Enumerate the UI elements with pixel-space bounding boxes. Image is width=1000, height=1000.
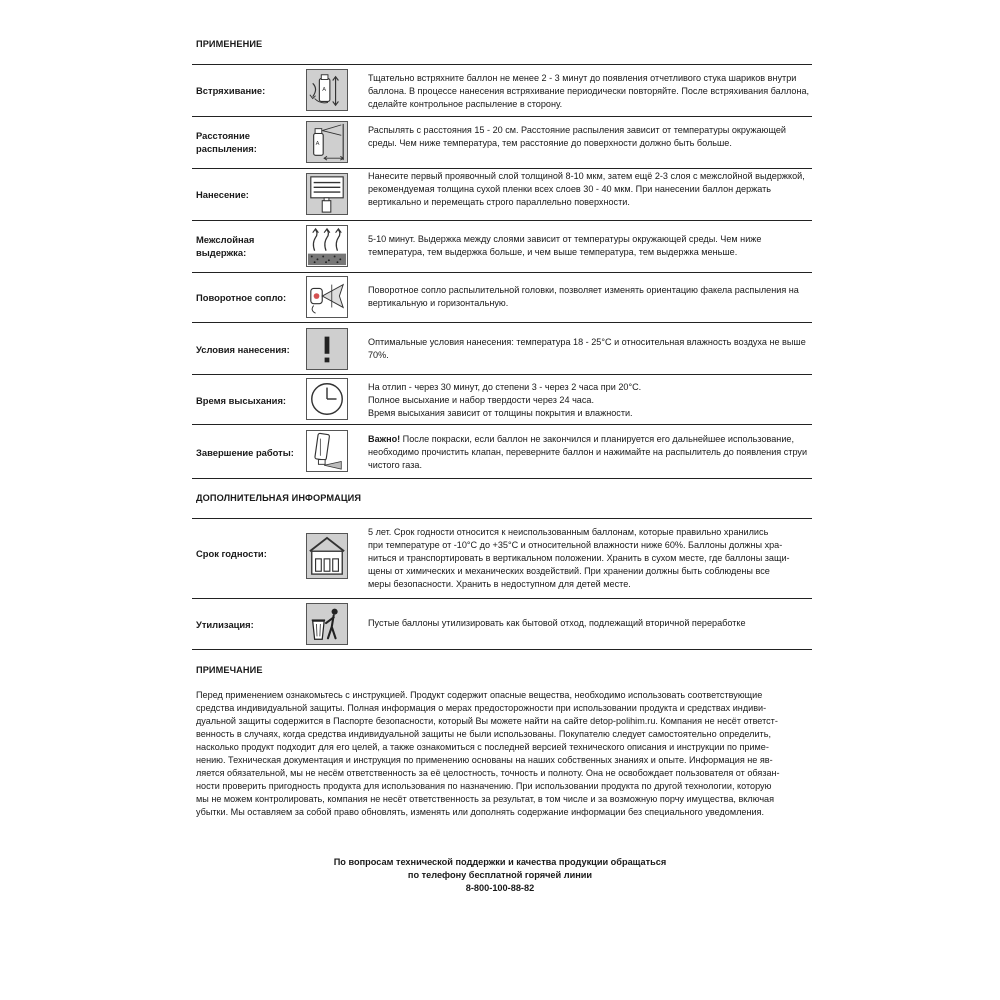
divider: [192, 478, 812, 479]
support-line: по телефону бесплатной горячей линии: [407, 870, 593, 880]
text-line: щены от химических и механических воздействий. При хранении должны быть соблюдены все: [368, 566, 770, 576]
row-label: Нанесение:: [196, 188, 249, 200]
divider: [192, 649, 812, 650]
disposal-bin-icon: [306, 603, 348, 645]
clock-icon: [306, 378, 348, 420]
row-text: Нанесите первый проявочный слой толщиной 8-10 мкм, затем ещё 2-3 слоя с межслойной выдержкой, рекомендуемая толщина сухой пленки всех слоев 30 - 40 мкм. При нанесении баллон держать вертикально и перемещать строго параллельно поверхности.: [368, 171, 805, 207]
additional-section-title: ДОПОЛНИТЕЛЬНАЯ ИНФОРМАЦИЯ: [196, 493, 362, 503]
drying-layer-icon: [306, 225, 348, 267]
divider: [192, 272, 812, 273]
row-text: Оптимальные условия нанесения: температура 18 - 25°С и относительная влажность воздуха не выше 70%.: [368, 337, 806, 360]
row-label: Время высыхания:: [196, 394, 287, 406]
note-line: нению. Техническая документация и инструкция по применению основаны на наших собственных знаниях и опыте. Информация не яв-: [196, 755, 773, 765]
divider: [192, 220, 812, 221]
row-label: Завершение работы:: [196, 446, 294, 458]
note-line: Перед применением ознакомьтесь с инструкцией. Продукт содержит опасные вещества, необходимо использовать соответствующие: [196, 690, 763, 700]
row-spray-distance: [192, 118, 812, 168]
row-finishing: [192, 426, 812, 478]
row-disposal: [192, 600, 812, 650]
divider: [192, 116, 812, 117]
divider: [192, 64, 812, 65]
storage-warehouse-icon: [306, 533, 348, 579]
note-line: насколько продукт подходит для его целей, а также ознакомиться с последней версией технического описания и инструкции по приме-: [196, 742, 769, 752]
row-text: [368, 526, 813, 591]
row-text-body: После покраски, если баллон не закончился и планируется его дальнейшее использование, необходимо прочистить клапан, переверните баллон и нажимайте на распылитель до появления струи чистого газа.: [368, 434, 808, 470]
spray-distance-icon: [306, 121, 348, 163]
text-line: Полное высыхание и набор твердости через 24 часа.: [368, 395, 594, 405]
text-line: меры безопасности. Хранить в недоступном для детей месте.: [368, 579, 631, 589]
svg-text:A: A: [322, 86, 327, 93]
text-line: 5 лет. Срок годности относится к неиспользованным баллонам, которые правильно хранились: [368, 527, 769, 537]
row-label: Условия нанесения:: [196, 343, 290, 355]
note-line: ляется обязательной, мы не несём ответственность за её целостность, точность и полноту. Она не освобождает пользователя от обязан-: [196, 768, 780, 778]
text-line: На отлип - через 30 минут, до степени 3 - через 2 часа при 20°С.: [368, 382, 642, 392]
note-line: дуальной защиты содержится в Паспорте безопасности, который Вы можете найти на сайте detop-polihim.ru. Компания не несёт ответст-: [196, 716, 778, 726]
row-label: Встряхивание:: [196, 84, 266, 96]
row-text: 5-10 минут. Выдержка между слоями зависит от температуры окружающей среды. Чем ниже температура, тем выдержка больше, и чем выше температура, тем выдержка меньше.: [368, 234, 762, 257]
support-block: [192, 856, 808, 895]
divider: [192, 168, 812, 169]
shaking-can-icon: [306, 69, 348, 111]
note-line: убытки. Мы оставляем за собой право обновлять, изменять или дополнять содержание информации без специального уведомления.: [196, 807, 764, 817]
row-shaking: [192, 66, 812, 116]
exclamation-icon: [306, 328, 348, 370]
note-line: мы не можем контролировать, компания не несёт ответственность за результат, в том числе и за возможную порчу имущества, включая: [196, 794, 775, 804]
text-line: при температуре от -10°С до +35°С и относительной влажности ниже 60%. Баллоны должны хра-: [368, 540, 783, 550]
row-interlayer-delay: [192, 222, 812, 272]
important-prefix: Важно!: [368, 434, 401, 444]
row-text: Поворотное сопло распылительной головки, позволяет изменять ориентацию факела распыления на вертикальную и горизонтальную.: [368, 285, 799, 308]
row-rotating-nozzle: [192, 274, 812, 324]
note-paragraph: [196, 689, 812, 819]
support-line: По вопросам технической поддержки и качества продукции обращаться: [333, 857, 667, 867]
row-label: Поворотное сопло:: [196, 291, 287, 303]
row-shelf-life: [192, 520, 812, 596]
divider: [192, 424, 812, 425]
divider: [192, 322, 812, 323]
parallel-application-icon: [306, 173, 348, 215]
divider: [192, 518, 812, 519]
text-line: Время высыхания зависит от толщины покрытия и влажности.: [368, 408, 633, 418]
row-application-conditions: [192, 324, 812, 374]
rotating-nozzle-icon: [306, 276, 348, 318]
application-section-title: ПРИМЕНЕНИЕ: [196, 39, 263, 49]
inverted-can-icon: [306, 430, 348, 472]
divider: [192, 598, 812, 599]
row-text: [368, 433, 813, 472]
row-drying-time: [192, 376, 812, 424]
row-text: Тщательно встряхните баллон не менее 2 - 3 минут до появления отчетливого стука шариков внутри баллона. В процессе нанесения встряхивание периодически повторяйте. После встряхивания баллона, сделайте контрольное распыление в сторону.: [368, 73, 810, 109]
text-line: ниться и транспортировать в вертикальном положении. Хранить в сухом месте, где баллоны защи-: [368, 553, 790, 563]
note-line: венность в случаях, когда средства индивидуальной защиты не были использованы. Покупателю следует самостоятельно определить,: [196, 729, 771, 739]
row-label: Утилизация:: [196, 618, 254, 630]
row-application: [192, 170, 812, 220]
note-line: средства индивидуальной защиты. Полная информация о мерах предосторожности при использовании продукта и средствах индиви-: [196, 703, 767, 713]
divider: [192, 374, 812, 375]
row-label: Расстояние распыления:: [196, 130, 257, 154]
row-label: Срок годности:: [196, 547, 267, 559]
row-text: Распылять с расстояния 15 - 20 см. Расстояние распыления зависит от температуры окружающей среды. Чем ниже температура, тем расстояние до поверхности должно быть больше.: [368, 125, 786, 148]
svg-text:A: A: [315, 140, 320, 147]
note-section-title: ПРИМЕЧАНИЕ: [196, 665, 263, 675]
note-line: ности проверить пригодность продукта для использования по назначению. При использовании продукта по другой технологии, которую: [196, 781, 772, 791]
support-phone: 8-800-100-88-82: [465, 883, 535, 893]
row-text: Пустые баллоны утилизировать как бытовой отход, подлежащий вторичной переработке: [368, 618, 746, 628]
row-label: Межслойная выдержка:: [196, 234, 255, 258]
row-text: [368, 381, 813, 420]
